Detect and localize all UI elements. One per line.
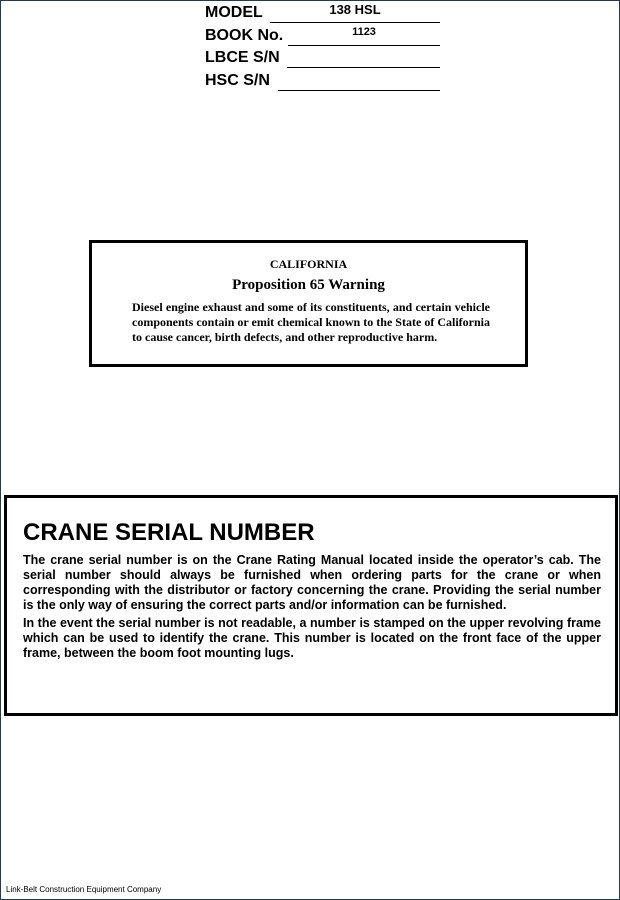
book-number-line — [288, 27, 440, 46]
serial-number-box — [4, 495, 618, 716]
lbce-sn-label: LBCE S/N — [205, 49, 280, 66]
footer-company: Link-Belt Construction Equipment Company — [6, 885, 162, 894]
model-line — [270, 4, 440, 23]
model-label: MODEL — [205, 4, 263, 21]
warning-body: Diesel engine exhaust and some of its constituents, and certain vehicle components contain or emit chemical known to the State of California to cause cancer, birth defects, and other reproductive harm. — [132, 300, 490, 344]
book-number-value: 1123 — [352, 26, 376, 38]
warning-heading: CALIFORNIA — [269, 257, 348, 271]
serial-paragraph-2: In the event the serial number is not readable, a number is stamped on the upper revolving frame which can be used to identify the crane. This number is located on the front face of the upper frame, between the boom foot mounting lugs. — [23, 616, 601, 660]
prop65-warning-box — [89, 240, 528, 367]
warning-title: Proposition 65 Warning — [232, 277, 385, 293]
book-number-label: BOOK No. — [205, 27, 284, 44]
lbce-sn-line — [287, 49, 440, 68]
serial-title: CRANE SERIAL NUMBER — [23, 519, 315, 546]
serial-paragraph-1: The crane serial number is on the Crane Rating Manual located inside the operator’s cab. The serial number should always be furnished when ordering parts for the crane or when corresponding with the distributor or factory concerning the crane. Providing the serial number is the only way of ensuring the correct parts and/or information can be furnished. — [23, 553, 601, 612]
hsc-sn-line — [278, 72, 440, 91]
model-value: 138 HSL — [329, 2, 381, 17]
hsc-sn-label: HSC S/N — [205, 72, 270, 89]
